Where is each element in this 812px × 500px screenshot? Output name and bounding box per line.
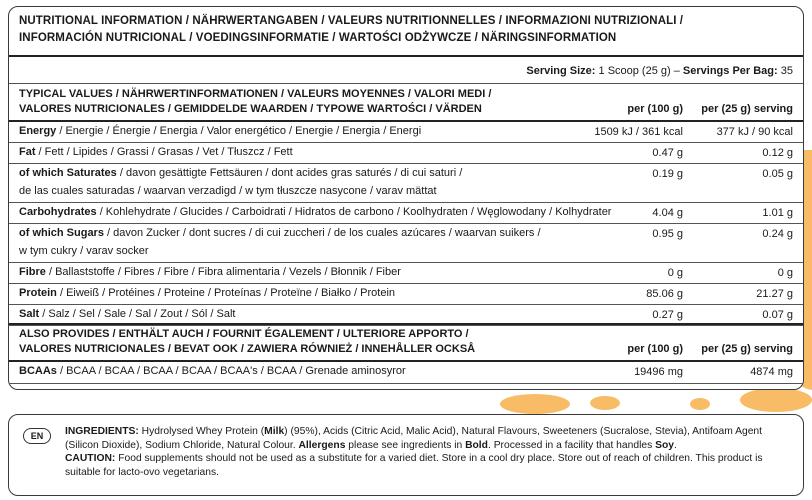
bcaa-label-bold: BCAAs [19,365,57,377]
serving-separator: – [673,65,680,77]
typical-line-1: TYPICAL VALUES / NÄHRWERTINFORMATIONEN / VALEURS MOYENNES / VALORI MEDI / [19,88,492,100]
value-per-serving: 377 kJ / 90 kcal [716,126,793,138]
caution-text: Food supplements should not be used as a substitute for a varied diet. Store in a cool dry place. Store out of reach of children. This product is suitable for lacto-ovo vegetarians. [65,453,763,478]
also-col-per-serving-header: per (25 g) serving [701,343,793,355]
nutrient-translations: / davon Zucker / dont sucres / di cui zuccheri / de los cuales azúcares / waarvan suikers / [103,227,541,239]
nutrient-name: Energy [19,125,57,137]
nutrient-translations: / Eiweiß / Protéines / Proteine / Proteínas / Proteïne / Białko / Protein [56,287,396,299]
nutrient-label [19,284,395,302]
serving-size-label: Serving Size: [526,65,596,77]
serving-info [526,65,793,77]
nutrient-name: Fibre [19,266,46,278]
nutrient-name: Salt [19,308,40,320]
nutrient-name: Carbohydrates [19,206,97,218]
nutrient-translations: / Energie / Énergie / Energia / Valor energético / Energie / Energia / Energi [56,125,422,137]
value-per-100g: 0.27 g [652,309,683,321]
value-per-100g: 85.06 g [646,288,683,300]
typical-line-2: VALORES NUTRICIONALES / GEMIDDELDE WAARDEN / TYPOWE WARTOŚCI / VÄRDEN [19,103,482,115]
value-per-100g: 1509 kJ / 361 kcal [594,126,683,138]
nutrient-label [19,305,235,323]
nutrient-translations-cont: de las cuales saturadas / waarvan verzadigd / w tym tłuszcze nasycone / varav mättat [19,185,437,197]
divider [9,323,803,325]
col-per-serving-header: per (25 g) serving [701,103,793,115]
value-per-100g: 0 g [667,267,683,279]
nutrient-label [19,224,541,260]
ingredients-part-b: ) (95%), Acids (Citric Acid, Malic Acid), Natural Flavours, Sweeteners (Sucralose, Stevia), Antifoam Agent (Silicon Dioxide), Sodium Chloride, Natural Colour. [65,426,763,451]
value-per-serving: 0.24 g [762,228,793,240]
value-per-100g: 0.95 g [652,228,683,240]
divider [9,383,803,384]
nutrient-row [9,143,803,163]
nutrient-translations: / Kohlehydrate / Glucides / Carboidrati / Hidratos de carbono / Koolhydraten / Węglowodany / Kolhydrater [96,206,612,218]
processed-text: . Processed in a facility that handles [487,439,656,451]
nutrient-label [19,164,462,200]
allergens-label: Allergens [298,439,346,451]
nutrient-label [19,263,401,281]
orange-splash [500,394,570,414]
bcaa-label-rest: / BCAA / BCAA / BCAA / BCAA / BCAA's / BCAA / Grenade aminosyror [56,365,406,377]
nutrient-row [9,263,803,283]
bcaa-label [19,362,406,380]
ingredients-part-a: Hydrolysed Whey Protein ( [138,426,265,437]
bold-word: Bold [465,439,488,451]
ingredients-text: INGREDIENTS: Hydrolysed Whey Protein (Milk) (95%), Acids (Citric Acid, Malic Acid), Natural Flavours, Sweeteners (Sucralose, Stevia), Antifoam Agent (Silicon Dioxide), Sodium Chloride, Natural Colour. Allergens please see ingredients in Bold. Processed in a facility that handles Soy. CAUTION: Food supplements should not be used as a substitute for a varied diet. Store in a cool dry place. Store out of reach of children. This product is suitable for lacto-ovo vegetarians. [65,426,763,478]
allergens-text: please see ingredients in [345,439,466,451]
bcaa-row [9,362,803,382]
title-line-2: INFORMACIÓN NUTRICIONAL / VOEDINGSINFORMATIE / WARTOŚCI ODŻYWCZE / NÄRINGSINFORMATION [19,32,617,44]
panel-title [19,13,683,47]
servings-per-bag-value: 35 [780,65,793,77]
ingredients-label: INGREDIENTS: [65,426,139,437]
ingredients-panel [8,414,804,496]
nutrient-name: of which Sugars [19,227,104,239]
serving-size-value: 1 Scoop (25 g) [598,65,671,77]
also-line-2: VALORES NUTRICIONALES / BEVAT OOK / ZAWIERA RÓWNIEŻ / INNEHÅLLER OCKSÅ [19,343,476,355]
allergen-milk: Milk [264,426,285,437]
nutrient-name: Protein [19,287,57,299]
also-col-per-100g-header: per (100 g) [627,343,683,355]
nutrient-label [19,203,611,221]
value-per-serving: 0.12 g [762,147,793,159]
typical-values-heading [19,87,491,117]
servings-per-bag-label: Servings Per Bag: [682,65,778,77]
orange-splash [590,396,620,410]
nutrient-row [9,164,803,202]
row-divider [9,325,803,326]
nutrient-name: Fat [19,146,36,158]
divider [9,55,803,57]
value-per-100g: 4.04 g [652,207,683,219]
nutrient-row [9,284,803,304]
orange-splash [690,398,710,410]
caution-label: CAUTION: [65,453,116,464]
bcaa-per-100g: 19496 mg [634,366,683,378]
nutrient-translations: / davon gesättigte Fettsäuren / dont acides gras saturés / di cui saturi / [116,167,463,179]
nutrient-translations-cont: w tym cukry / varav socker [19,245,149,257]
nutrient-row [9,305,803,325]
title-line-1: NUTRITIONAL INFORMATION / NÄHRWERTANGABEN / VALEURS NUTRITIONNELLES / INFORMAZIONI NUTRIZIONALI / [19,15,684,27]
orange-splash [740,388,812,412]
nutrient-label [19,122,421,140]
nutrition-panel [8,6,804,390]
value-per-serving: 21.27 g [756,288,793,300]
nutrient-translations: / Salz / Sel / Sale / Sal / Zout / Sól / Salt [39,308,236,320]
value-per-serving: 0 g [777,267,793,279]
value-per-100g: 0.47 g [652,147,683,159]
nutrient-translations: / Fett / Lipides / Grassi / Grasas / Vet / Tłuszcz / Fett [35,146,293,158]
also-line-1: ALSO PROVIDES / ENTHÄLT AUCH / FOURNIT ÉGALEMENT / ULTERIORE APPORTO / [19,328,469,340]
value-per-100g: 0.19 g [652,168,683,180]
nutrient-row [9,122,803,142]
also-provides-heading [19,327,475,357]
value-per-serving: 0.05 g [762,168,793,180]
value-per-serving: 1.01 g [762,207,793,219]
nutrient-translations: / Ballaststoffe / Fibres / Fibre / Fibra alimentaria / Vezels / Błonnik / Fiber [45,266,401,278]
nutrient-row [9,203,803,223]
divider [9,83,803,84]
nutrient-row [9,224,803,262]
nutrient-name: of which Saturates [19,167,117,179]
bcaa-per-serving: 4874 mg [750,366,793,378]
value-per-serving: 0.07 g [762,309,793,321]
allergen-soy: Soy [655,439,674,451]
col-per-100g-header: per (100 g) [627,103,683,115]
language-badge: EN [23,428,51,444]
nutrient-label [19,143,293,161]
